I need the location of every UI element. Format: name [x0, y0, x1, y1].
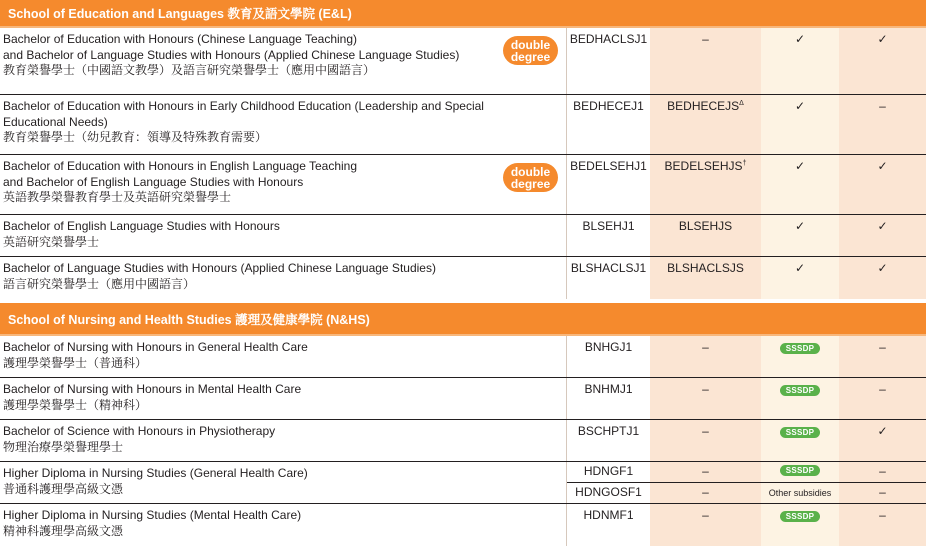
programme-cell — [0, 504, 566, 546]
sub-code: – — [650, 28, 761, 94]
programme-name: Bachelor of Education with Honours in English Language Teaching — [3, 159, 358, 173]
programme-name-chinese: 教育榮譽學士（中國語文教學）及語言研究榮譽學士（應用中國語言） — [3, 63, 376, 77]
sssdp-cell — [761, 462, 839, 503]
programme-name: Bachelor of Education with Honours (Chinese Language Teaching) — [3, 32, 358, 46]
programme-name-chinese: 物理治療學榮譽理學士 — [3, 439, 124, 454]
footnote-mark: † — [742, 160, 747, 167]
footnote-mark: Δ — [739, 100, 744, 107]
dash-mark: – — [839, 504, 926, 546]
sub-code-cell — [650, 462, 761, 503]
dash-mark: – — [650, 504, 761, 546]
table-row — [0, 95, 926, 155]
programme-name: and Bachelor of English Language Studies with Honours — [3, 174, 304, 189]
sub-code-cell — [650, 95, 761, 154]
jupas-code: BLSEHJ1 — [566, 215, 650, 256]
mark-cell — [839, 462, 926, 503]
programme-name: Bachelor of Language Studies with Honours (Applied Chinese Language Studies) — [3, 261, 436, 275]
table-row — [0, 462, 926, 504]
programme-cell — [0, 336, 566, 377]
programme-cell — [0, 257, 566, 299]
dash-mark: – — [839, 336, 926, 377]
jupas-code: BNHGJ1 — [566, 336, 650, 377]
double-degree-badge: double degree — [503, 163, 558, 192]
sssdp-cell — [761, 420, 839, 461]
check-mark: ✓ — [839, 155, 926, 214]
table-row — [0, 378, 926, 420]
sub-code: BLSEHJS — [650, 215, 761, 256]
sub-code: BLSHACLSJS — [650, 257, 761, 299]
sssdp-cell — [761, 504, 839, 546]
programme-name: Educational Needs) — [3, 114, 108, 129]
jupas-code: BLSHACLSJ1 — [566, 257, 650, 299]
programme-name: Bachelor of Nursing with Honours in Mental Health Care — [3, 382, 302, 396]
section-header-nhs — [0, 303, 926, 336]
programme-name-chinese: 普通科護理學高級文憑 — [3, 481, 124, 496]
sssdp-cell — [761, 378, 839, 419]
programme-name: Bachelor of Nursing with Honours in General Health Care — [3, 340, 308, 354]
programme-name: and Bachelor of Language Studies with Honours (Applied Chinese Language Studies) — [3, 47, 460, 62]
check-mark: ✓ — [761, 155, 839, 214]
jupas-code: BEDHECEJ1 — [566, 95, 650, 154]
programme-name-chinese: 護理學榮譽學士（精神科） — [3, 397, 148, 412]
programme-name: Higher Diploma in Nursing Studies (General Health Care) — [3, 466, 308, 480]
programme-name-chinese: 英語研究榮譽學士 — [3, 234, 100, 249]
table-row — [0, 215, 926, 257]
other-subsidies-label: Other subsidies — [768, 488, 832, 498]
dash-mark: – — [650, 336, 761, 377]
sub-code: BEDHECEJS — [667, 99, 740, 113]
programme-name: Higher Diploma in Nursing Studies (Mental Health Care) — [3, 508, 302, 522]
programme-name: Bachelor of English Language Studies with Honours — [3, 219, 280, 233]
table-row — [0, 420, 926, 462]
programme-cell — [0, 28, 566, 94]
check-mark: ✓ — [839, 28, 926, 94]
jupas-code: HDNGOSF1 — [575, 485, 642, 499]
jupas-code: BEDHACLSJ1 — [566, 28, 650, 94]
dash-mark: – — [839, 95, 926, 154]
table-row — [0, 336, 926, 378]
programme-cell — [0, 462, 566, 503]
table-row — [0, 504, 926, 546]
jupas-code-cell — [566, 462, 650, 503]
programme-cell — [0, 215, 566, 256]
programme-name-chinese: 英語教學榮譽教育學士及英語研究榮譽學士 — [3, 190, 232, 204]
programme-name-chinese: 語言研究榮譽學士（應用中國語言） — [3, 276, 196, 291]
dash-mark: – — [702, 485, 709, 499]
sub-code: BEDELSEHJS — [664, 159, 743, 173]
check-mark: ✓ — [839, 257, 926, 299]
programme-cell — [0, 95, 566, 154]
programme-name: Bachelor of Education with Honours in Early Childhood Education (Leadership and Special — [3, 99, 484, 113]
jupas-code: BSCHPTJ1 — [566, 420, 650, 461]
sssdp-badge: SSSDP — [780, 343, 821, 354]
sssdp-badge: SSSDP — [780, 511, 821, 522]
dash-mark: – — [650, 462, 761, 483]
programme-cell — [0, 420, 566, 461]
dash-mark: – — [879, 485, 886, 499]
dash-mark: – — [839, 462, 926, 483]
sssdp-subcell — [761, 462, 839, 483]
programme-name: Bachelor of Science with Honours in Physiotherapy — [3, 424, 276, 438]
check-mark: ✓ — [761, 257, 839, 299]
section-header-el — [0, 0, 926, 28]
check-mark: ✓ — [839, 420, 926, 461]
check-mark: ✓ — [761, 95, 839, 154]
programme-cell — [0, 155, 566, 214]
programme-name-chinese: 教育榮譽學士（幼兒教育：領導及特殊教育需要） — [3, 130, 268, 144]
check-mark: ✓ — [839, 215, 926, 256]
sssdp-badge: SSSDP — [780, 427, 821, 438]
table-row — [0, 257, 926, 299]
jupas-code: BNHMJ1 — [566, 378, 650, 419]
check-mark: ✓ — [761, 215, 839, 256]
section-title: School of Nursing and Health Studies 護理及健康學院 (N&HS) — [8, 312, 370, 327]
section-title: School of Education and Languages 教育及語文學院 (E&L) — [8, 7, 352, 21]
programme-cell — [0, 378, 566, 419]
jupas-code: BEDELSEHJ1 — [566, 155, 650, 214]
jupas-code: HDNMF1 — [566, 504, 650, 546]
dash-mark: – — [650, 378, 761, 419]
jupas-code: HDNGF1 — [567, 462, 650, 483]
sssdp-badge: SSSDP — [780, 465, 821, 476]
sssdp-cell — [761, 336, 839, 377]
sssdp-badge: SSSDP — [780, 385, 821, 396]
double-degree-badge: double degree — [503, 36, 558, 65]
dash-mark: – — [839, 378, 926, 419]
dash-mark: – — [650, 420, 761, 461]
table-row — [0, 155, 926, 215]
table-row — [0, 28, 926, 95]
check-mark: ✓ — [761, 28, 839, 94]
sub-code-cell — [650, 155, 761, 214]
programme-name-chinese: 精神科護理學高級文憑 — [3, 523, 124, 538]
programme-name-chinese: 護理學榮譽學士（普通科） — [3, 355, 148, 370]
